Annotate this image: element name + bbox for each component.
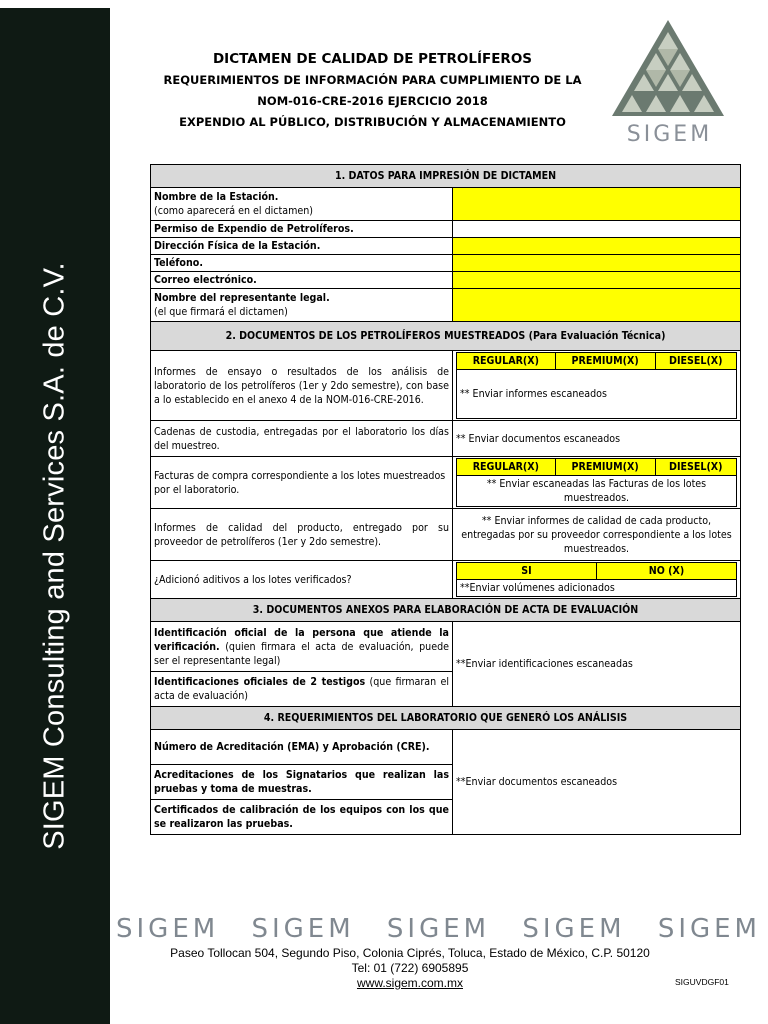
input-telefono[interactable]	[453, 255, 741, 272]
label-permiso: Permiso de Expendio de Petrolíferos.	[151, 221, 453, 238]
input-representante[interactable]	[453, 289, 741, 322]
note-informes: ** Enviar informes escaneados	[457, 370, 737, 419]
option-diesel[interactable]: DIESEL(X)	[655, 353, 736, 370]
label-certificados: Certificados de calibración de los equipos con los que se realizaron las pruebas.	[151, 800, 453, 835]
cell-facturas	[453, 457, 741, 509]
option-no[interactable]: NO (X)	[597, 563, 737, 580]
label-representante-sub: (el que firmará el dictamen)	[154, 306, 288, 318]
note-calidad: ** Enviar informes de calidad de cada producto, entregadas por su proveedor correspondiente a los lotes muestreados.	[453, 509, 741, 561]
label-representante: Nombre del representante legal.	[154, 292, 330, 304]
option-si[interactable]: SI	[457, 563, 597, 580]
label-nombre-sub: (como aparecerá en el dictamen)	[154, 205, 313, 217]
header-line-3: NOM-016-CRE-2016 EJERCICIO 2018	[257, 94, 488, 108]
header-line-2: REQUERIMIENTOS DE INFORMACIÓN PARA CUMPLIMIENTO DE LA	[163, 73, 582, 87]
footer-logo: SIGEM	[657, 914, 761, 944]
note-cadenas: ** Enviar documentos escaneados	[453, 421, 741, 457]
row-identificacion	[151, 622, 453, 672]
footer-address: Paseo Tollocan 504, Segundo Piso, Colonia Ciprés, Toluca, Estado de México, C.P. 50120	[170, 946, 650, 960]
label-telefono: Teléfono.	[151, 255, 453, 272]
section-3-title: 3. DOCUMENTOS ANEXOS PARA ELABORACIÓN DE ACTA DE EVALUACIÓN	[151, 599, 741, 622]
sigem-logo-text: SIGEM	[626, 122, 713, 147]
document-code: SIGUVDGF01	[675, 977, 729, 987]
label-identificacion: Identificación oficial de la persona que atiende la verificación.	[154, 626, 449, 653]
cell-aditivos	[453, 561, 741, 599]
label-direccion: Dirección Física de la Estación.	[151, 238, 453, 255]
footer-logo: SIGEM	[116, 914, 220, 944]
footer-address-block	[150, 946, 670, 991]
section-4-title: 4. REQUERIMIENTOS DEL LABORATORIO QUE GENERÓ LOS ANÁLISIS	[151, 707, 741, 730]
label-signatarios: Acreditaciones de los Signatarios que realizan las pruebas y toma de muestras.	[151, 765, 453, 800]
option-premium-facturas[interactable]: PREMIUM(X)	[555, 459, 655, 476]
input-correo[interactable]	[453, 272, 741, 289]
requirements-table	[150, 164, 741, 835]
footer-logo: SIGEM	[386, 914, 491, 944]
row-nombre-estacion	[151, 188, 453, 221]
document-title: DICTAMEN DE CALIDAD DE PETROLÍFEROS	[212, 51, 533, 67]
note-aditivos: **Enviar volúmenes adicionados	[457, 580, 737, 597]
input-nombre-estacion[interactable]	[453, 188, 741, 221]
document-header	[150, 50, 595, 133]
option-diesel-facturas[interactable]: DIESEL(X)	[655, 459, 736, 476]
label-cadenas: Cadenas de custodia, entregadas por el laboratorio los días del muestreo.	[151, 421, 453, 457]
sidebar	[0, 8, 110, 1024]
row-testigos	[151, 672, 453, 707]
footer-tel: Tel: 01 (722) 6905895	[351, 961, 469, 975]
row-representante	[151, 289, 453, 322]
option-premium[interactable]: PREMIUM(X)	[555, 353, 655, 370]
note-facturas: ** Enviar escaneadas las Facturas de los lotes muestreados.	[457, 476, 737, 507]
label-nombre: Nombre de la Estación.	[154, 191, 279, 203]
label-acreditacion: Número de Acreditación (EMA) y Aprobación (CRE).	[151, 730, 453, 765]
label-correo: Correo electrónico.	[151, 272, 453, 289]
option-regular[interactable]: REGULAR(X)	[457, 353, 556, 370]
label-aditivos: ¿Adicionó aditivos a los lotes verificados?	[151, 561, 453, 599]
label-testigos: Identificaciones oficiales de 2 testigos	[154, 676, 366, 688]
section-1-title: 1. DATOS PARA IMPRESIÓN DE DICTAMEN	[151, 165, 741, 188]
section-2-title: 2. DOCUMENTOS DE LOS PETROLÍFEROS MUESTREADOS (Para Evaluación Técnica)	[151, 322, 741, 351]
note-laboratorio: **Enviar documentos escaneados	[453, 730, 741, 835]
footer-logo: SIGEM	[522, 914, 626, 944]
footer-website-link[interactable]: www.sigem.com.mx	[356, 976, 463, 990]
footer-logo-strip	[116, 914, 761, 944]
input-direccion[interactable]	[453, 238, 741, 255]
label-calidad: Informes de calidad del producto, entregado por su proveedor de petrolíferos (1er y 2do semestre).	[151, 509, 453, 561]
label-informes-ensayo: Informes de ensayo o resultados de los análisis de laboratorio de los petrolíferos (1er y 2do semestre), con base a lo establecido en el anexo 4 de la NOM-016-CRE-2016.	[151, 351, 453, 421]
note-identificaciones: **Enviar identificaciones escaneadas	[453, 622, 741, 707]
option-regular-facturas[interactable]: REGULAR(X)	[457, 459, 556, 476]
label-facturas: Facturas de compra correspondiente a los lotes muestreados por el laboratorio.	[151, 457, 453, 509]
input-permiso[interactable]	[453, 221, 741, 238]
label-testigos-sub: (que firmaran el acta de evaluación)	[154, 676, 449, 702]
header-line-4: EXPENDIO AL PÚBLICO, DISTRIBUCIÓN Y ALMACENAMIENTO	[179, 115, 566, 129]
label-identificacion-sub: (quien firmara el acta de evaluación, puede ser el representante legal)	[154, 640, 449, 667]
footer-logo: SIGEM	[251, 914, 355, 944]
cell-informes	[453, 351, 741, 421]
company-name-vertical: SIGEM Consulting and Services S.A. de C.V.	[38, 262, 71, 850]
